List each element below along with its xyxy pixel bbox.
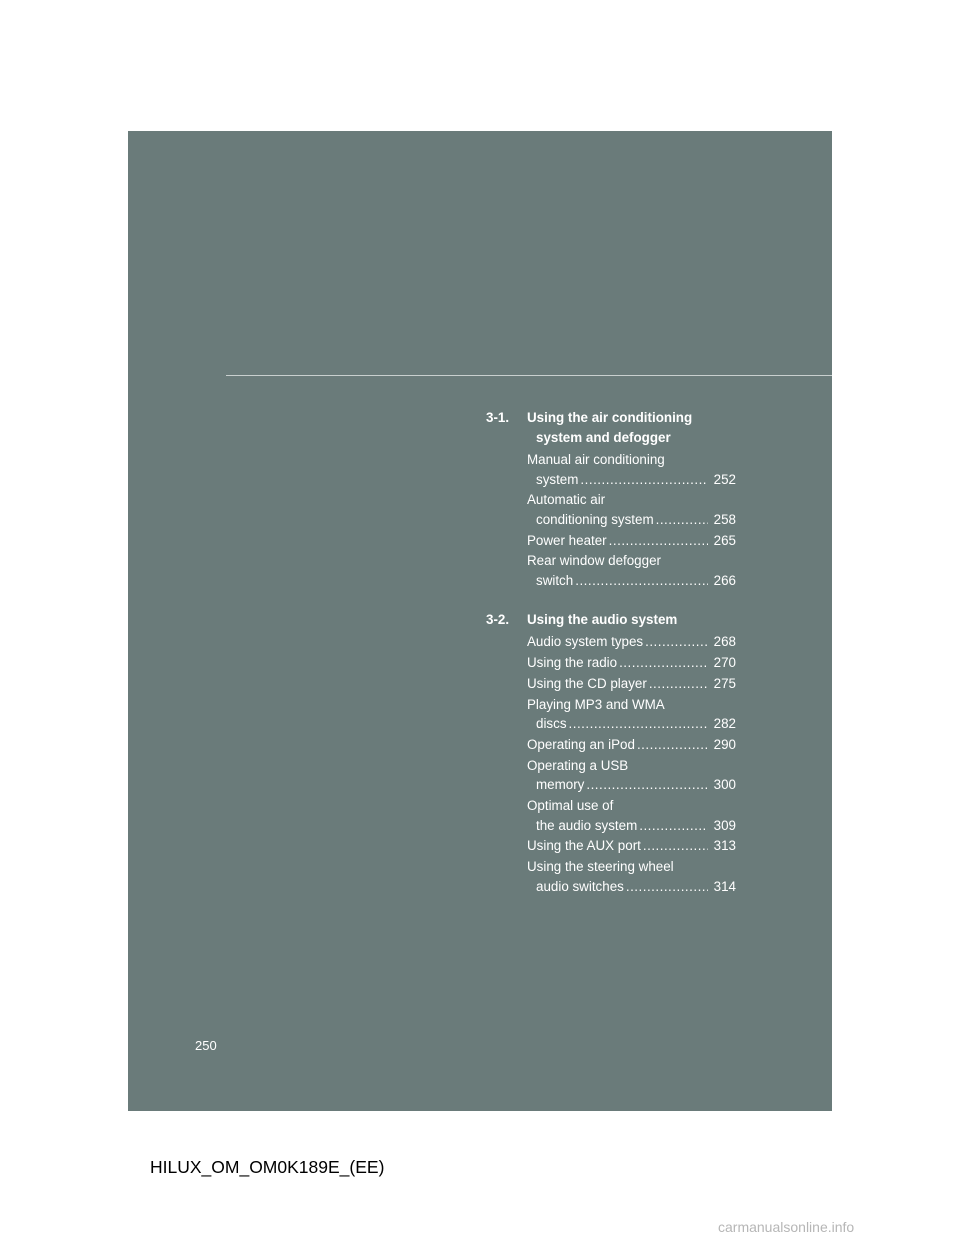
- entry-title-line1: Operating a USB: [527, 757, 629, 773]
- entry-title-line1: Optimal use of: [527, 798, 614, 814]
- entry-title-line1: Manual air conditioning: [527, 452, 665, 467]
- entry-page: 265: [713, 532, 736, 548]
- toc-entry[interactable]: [527, 796, 736, 835]
- entry-page: 313: [713, 838, 736, 854]
- entry-title: system: [536, 471, 579, 487]
- toc-entry[interactable]: [527, 857, 736, 896]
- toc-entry[interactable]: [527, 531, 736, 551]
- entry-title: Operating an iPod: [527, 737, 635, 753]
- entry-page: 275: [713, 675, 736, 691]
- entry-title-line1: Automatic air: [527, 492, 606, 508]
- entry-page: 270: [713, 655, 736, 671]
- toc-section: [486, 610, 736, 896]
- watermark-text: carmanualsonline.info: [718, 1219, 855, 1235]
- section-number: 3-2.: [486, 612, 510, 628]
- table-of-contents: [486, 408, 736, 916]
- section-entries: [486, 450, 736, 590]
- entry-title: discs: [536, 716, 567, 732]
- entry-title: audio switches: [536, 878, 624, 894]
- section-title: Using the audio system: [527, 612, 678, 628]
- section-heading[interactable]: [486, 408, 736, 448]
- entry-title: Using the radio: [527, 655, 618, 671]
- section-heading[interactable]: [486, 610, 736, 630]
- entry-title: Audio system types: [527, 634, 644, 650]
- section-number: 3-1.: [486, 410, 510, 425]
- document-code: HILUX_OM_OM0K189E_(EE): [150, 1157, 385, 1177]
- entry-title-line1: Using the steering wheel: [527, 859, 674, 875]
- entry-title: conditioning system: [536, 511, 654, 527]
- toc-entry[interactable]: [527, 836, 736, 856]
- entry-page: 300: [713, 777, 736, 793]
- toc-entry[interactable]: [527, 674, 736, 694]
- toc-entry[interactable]: [527, 695, 736, 734]
- leader-dots: [586, 775, 708, 795]
- entry-title: Power heater: [527, 532, 607, 548]
- leader-dots: [649, 674, 708, 694]
- page-number: 250: [195, 1038, 217, 1053]
- entry-page: 314: [713, 878, 736, 894]
- toc-entry[interactable]: [527, 735, 736, 755]
- entry-title-line1: Playing MP3 and WMA: [527, 696, 665, 712]
- entry-page: 282: [713, 716, 736, 732]
- entry-title: Using the AUX port: [527, 838, 641, 854]
- entry-page: 258: [713, 511, 736, 527]
- entry-title: Using the CD player: [527, 675, 647, 691]
- toc-entry[interactable]: [527, 756, 736, 795]
- leader-dots: [609, 531, 708, 551]
- section-title-line1: Using the air conditioning: [527, 410, 693, 425]
- toc-entry[interactable]: [527, 653, 736, 673]
- toc-section: [486, 408, 736, 590]
- leader-dots: [656, 510, 708, 530]
- entry-page: 290: [713, 737, 736, 753]
- section-title: [527, 408, 719, 448]
- toc-entry[interactable]: [527, 450, 736, 489]
- leader-dots: [569, 714, 708, 734]
- entry-title: memory: [536, 777, 585, 793]
- divider-line: [226, 375, 832, 376]
- leader-dots: [619, 653, 708, 673]
- entry-page: 309: [713, 817, 736, 833]
- toc-entry[interactable]: [527, 490, 736, 529]
- entry-title: the audio system: [536, 817, 638, 833]
- leader-dots: [639, 816, 708, 836]
- entry-title: switch: [536, 572, 574, 588]
- section-title-line2: system and defogger: [536, 430, 671, 445]
- leader-dots: [637, 735, 708, 755]
- entry-title-line1: Rear window defogger: [527, 553, 661, 569]
- chapter-panel: [128, 131, 832, 1111]
- leader-dots: [643, 836, 708, 856]
- leader-dots: [575, 571, 708, 591]
- leader-dots: [580, 470, 708, 490]
- entry-page: 252: [713, 471, 736, 487]
- section-entries: [486, 632, 736, 896]
- entry-page: 266: [713, 572, 736, 588]
- entry-page: 268: [713, 634, 736, 650]
- leader-dots: [645, 632, 708, 652]
- leader-dots: [626, 877, 708, 897]
- toc-entry[interactable]: [527, 551, 736, 590]
- toc-entry[interactable]: [527, 632, 736, 652]
